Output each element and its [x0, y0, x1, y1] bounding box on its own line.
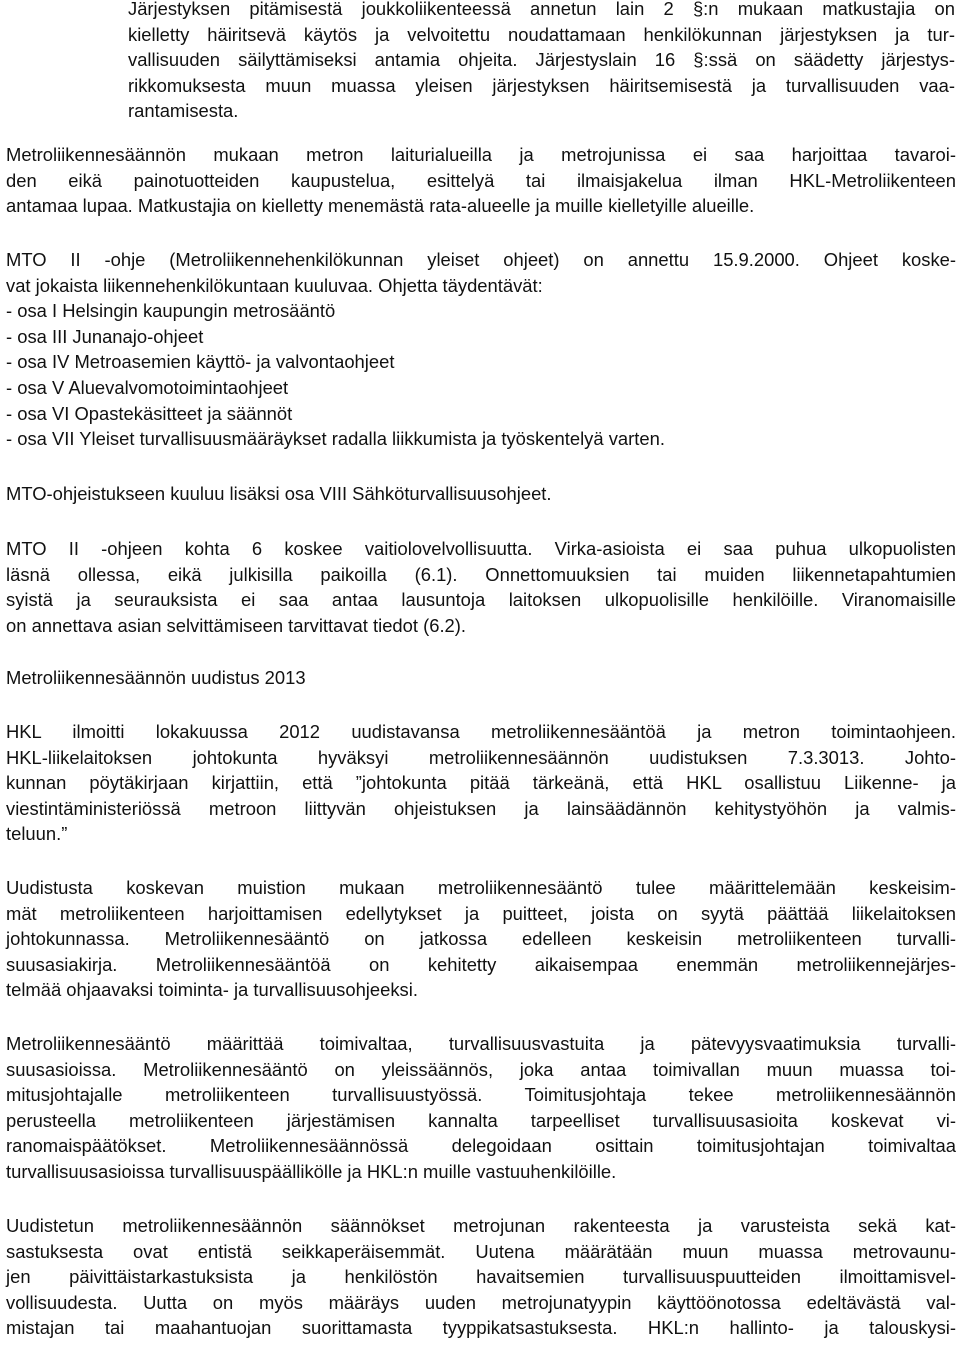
list-item: - osa V Aluevalvomotoimintaohjeet — [6, 376, 289, 398]
text-line: HKL ilmoitti lokakuussa 2012 uudistavansa metroliikennesääntöä ja metron toimintaohjeen. — [6, 721, 956, 742]
text-line: rikkomuksesta muun muassa yleisen järjestyksen häiritsemisestä ja turvallisuuden vaa- — [128, 74, 955, 96]
paragraph-roles — [6, 1031, 956, 1185]
list-item: - osa III Junanajo-ohjeet — [6, 325, 204, 347]
text-line: on annettava asian selvittämiseen tarvittavat tiedot (6.2). — [6, 614, 467, 636]
section-title: Metroliikennesäännön uudistus 2013 — [6, 667, 306, 688]
text-line: MTO II -ohjeen kohta 6 koskee vaitiolovelvollisuutta. Virka-asioista ei saa puhua ulkopuolisten — [6, 538, 956, 559]
text-line: rantamisesta. — [128, 100, 239, 122]
section-heading — [6, 665, 956, 691]
paragraph-platforms — [6, 142, 956, 219]
text-line: turvallisuusasioissa turvallisuuspäällikölle ja HKL:n muille vastuuhenkilöille. — [6, 1160, 617, 1182]
text-line: telmää ohjaavaksi toiminta- ja turvallisuusohjeeksi. — [6, 979, 418, 1001]
paragraph-structures — [6, 1213, 956, 1341]
text-line: Metroliikennesääntö määrittää toimivaltaa, turvallisuusvastuita ja pätevyysvaatimuksia turvalli- — [6, 1033, 956, 1054]
text-line: teluun.” — [6, 823, 68, 845]
text-line: viestintäministeriössä metroon liittyvän ohjeistuksen ja lainsäädännön kehitystyöhön ja valmis- — [6, 797, 956, 819]
text-line: mitusjohtajalle metroliikenteen turvallisuustyössä. Toimitusjohtaja tekee metroliikennesäännön — [6, 1084, 956, 1106]
text-line: suusasioissa. Metroliikennesääntö on yleissäännös, joka antaa toimivallan muun muassa toi- — [6, 1058, 956, 1080]
text-line: den eikä painotuotteiden kaupustelua, esittelyä tai ilmaisjakelua ilman HKL-Metroliikenteen — [6, 169, 956, 191]
paragraph-mto-viii — [6, 481, 956, 507]
paragraph-reform — [6, 875, 956, 1003]
text-line: HKL-liikelaitoksen johtokunta hyväksyi metroliikennesäännön uudistuksen 7.3.3013. Johto- — [6, 746, 956, 768]
text-line: syistä ja seurauksista ei saa antaa lausuntoja laitoksen ulkopuolisille henkilöille. Viranomaisille — [6, 589, 956, 611]
text-line: läsnä ollessa, eikä julkisilla paikoilla (6.1). Onnettomuuksien tai muiden liikennetapahtumien — [6, 563, 956, 585]
text-line: kielletty häiritsevä käytös ja velvoitettu noudattamaan henkilökunnan järjestyksen ja tur- — [128, 23, 955, 45]
text-line: perusteella metroliikenteen järjestämisen kannalta tarpeelliset turvallisuusasioita koskevat vi- — [6, 1109, 956, 1131]
list-item: - osa I Helsingin kaupungin metrosääntö — [6, 300, 336, 322]
paragraph-intro — [128, 0, 955, 124]
list-item: - osa VI Opastekäsitteet ja säännöt — [6, 402, 293, 424]
text-line: MTO II -ohje (Metroliikennehenkilökunnan yleiset ohjeet) on annettu 15.9.2000. Ohjeet koske- — [6, 249, 956, 270]
text-line: vallisuuden säilyttämiseksi antamia ohjeita. Järjestyslain 16 §:ssä on säädetty järjestys- — [128, 49, 955, 71]
paragraph-confidentiality — [6, 536, 956, 638]
text-line: antamaa lupaa. Matkustajia on kielletty menemästä rata-alueelle ja muille kielletyille alueille. — [6, 195, 755, 217]
text-line: Uudistusta koskevan muistion mukaan metroliikennesääntö tulee määrittelemään keskeisim- — [6, 877, 956, 898]
paragraph-announcement — [6, 719, 956, 847]
text-line: Uudistetun metroliikennesäännön säännökset metrojunan rakenteesta ja varusteista sekä kat- — [6, 1215, 956, 1236]
text-line: suusasiakirja. Metroliikennesääntöä on kehitetty aikaisempaa enemmän metroliikennejärjes- — [6, 953, 956, 975]
text-line: mät metroliikenteen harjoittamisen edellytykset ja puitteet, joista on syytä päättää liikelaitoksen — [6, 902, 956, 924]
list-item: - osa IV Metroasemien käyttö- ja valvontaohjeet — [6, 351, 395, 373]
text-line: Metroliikennesäännön mukaan metron laiturialueilla ja metrojunissa ei saa harjoittaa tavaroi- — [6, 144, 956, 165]
text-line: sastuksesta ovat entistä seikkaperäisemmät. Uutena määrätään muun muassa metrovaunu- — [6, 1240, 956, 1262]
text-line: vat jokaista liikennehenkilökuntaan kuuluvaa. Ohjetta täydentävät: — [6, 274, 543, 296]
text-line: johtokunnassa. Metroliikennesääntö on jatkossa edelleen keskeisin metroliikenteen turvalli- — [6, 928, 956, 950]
text-line: jen päivittäistarkastuksista ja henkilöstön havaitsemien turvallisuuspuutteiden ilmoittamisvel- — [6, 1266, 956, 1288]
list-item: - osa VII Yleiset turvallisuusmääräykset radalla liikkumista ja työskentelyä varten. — [6, 428, 665, 450]
text-line: Järjestyksen pitämisestä joukkoliikenteessä annetun lain 2 §:n mukaan matkustajia on — [128, 0, 955, 19]
text-line: kunnan pöytäkirjaan kirjattiin, että ”johtokunta pitää tärkeänä, että HKL osallistuu Liikenne- ja — [6, 772, 956, 794]
text-line: mistajan tai maahantuojan suorittamasta tyyppikatsastuksesta. HKL:n hallinto- ja talouskysi- — [6, 1317, 956, 1339]
text-line: ranomaispäätökset. Metroliikennesäännössä delegoidaan osittain toimitusjohtajan toimivaltaa — [6, 1135, 956, 1157]
paragraph-mto — [6, 247, 956, 452]
text-line: MTO-ohjeistukseen kuuluu lisäksi osa VIII Sähköturvallisuusohjeet. — [6, 483, 552, 504]
text-line: vollisuudesta. Uutta on myös määräys uuden metrojunatyypin käyttöönotossa edeltävästä val- — [6, 1291, 956, 1313]
